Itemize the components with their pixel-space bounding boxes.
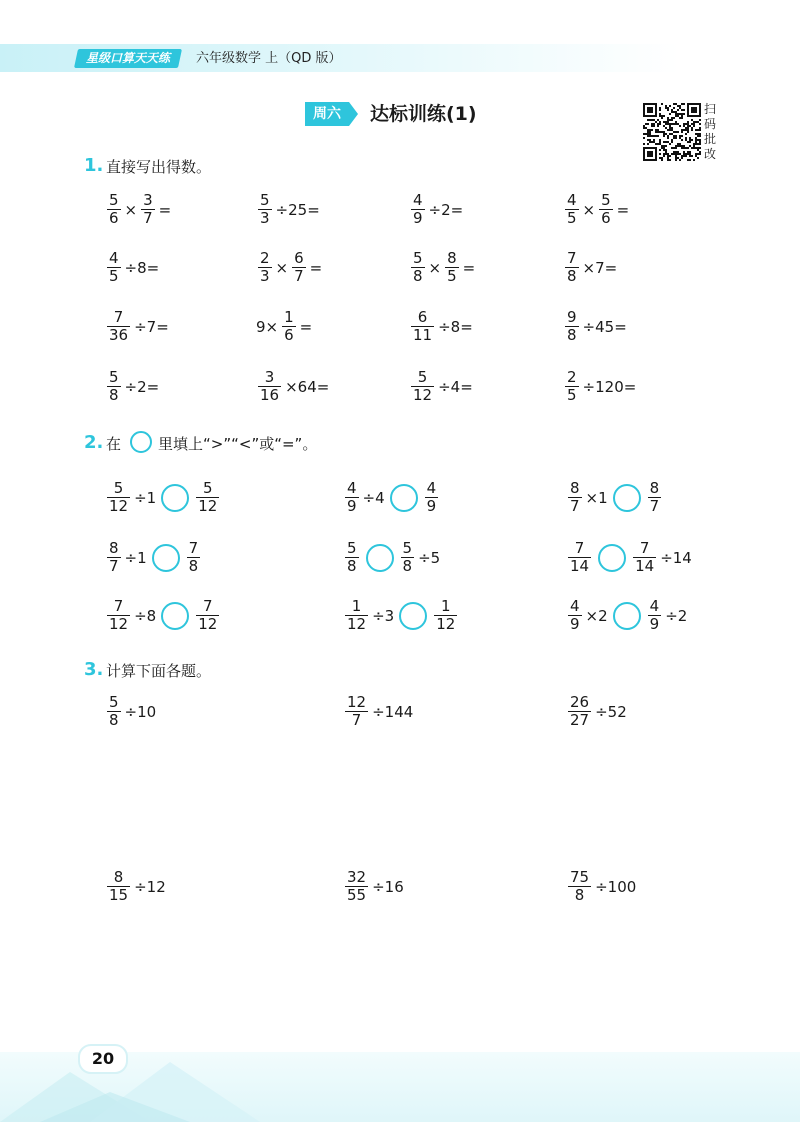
answer-circle[interactable] xyxy=(366,544,394,572)
math-problem xyxy=(342,480,441,515)
operator-text: ÷8= xyxy=(124,258,160,277)
fraction xyxy=(292,250,306,285)
math-problem xyxy=(104,694,157,729)
fraction xyxy=(107,192,121,227)
fraction-numerator: 7 xyxy=(574,539,585,557)
operator-text: ×1 xyxy=(585,488,608,507)
fraction-numerator: 12 xyxy=(347,693,367,711)
fraction xyxy=(633,540,656,575)
day-badge-arrow-icon xyxy=(349,102,358,126)
fraction-denominator: 7 xyxy=(570,497,580,515)
math-problem xyxy=(408,192,464,227)
operator-text: ÷144 xyxy=(372,702,414,721)
fraction-denominator: 8 xyxy=(109,386,119,404)
fraction xyxy=(187,540,201,575)
fraction-numerator: 7 xyxy=(567,249,577,267)
fraction-numerator: 4 xyxy=(426,479,437,497)
operator-text: = xyxy=(462,258,476,277)
fraction-denominator: 7 xyxy=(294,267,304,285)
fraction-numerator: 5 xyxy=(402,539,413,557)
math-problem xyxy=(104,540,203,575)
fraction-denominator: 7 xyxy=(109,557,119,575)
fraction-numerator: 5 xyxy=(413,249,423,267)
operator-text: ÷2= xyxy=(428,200,464,219)
operator-text: = xyxy=(616,200,630,219)
fraction xyxy=(565,369,579,404)
operator-text: ÷8= xyxy=(438,317,473,336)
fraction-numerator: 5 xyxy=(109,191,119,209)
fraction-denominator: 5 xyxy=(567,386,577,404)
fraction-denominator: 8 xyxy=(413,267,423,285)
fraction-denominator: 8 xyxy=(567,326,577,344)
fraction-numerator: 7 xyxy=(113,308,124,326)
fraction-denominator: 14 xyxy=(570,557,590,575)
math-problem xyxy=(255,250,323,285)
answer-circle[interactable] xyxy=(613,484,641,512)
operator-text: ÷7= xyxy=(134,317,169,336)
math-problem xyxy=(408,369,474,404)
fraction xyxy=(445,250,459,285)
fraction-numerator: 7 xyxy=(113,597,124,615)
fraction-numerator: 6 xyxy=(417,308,428,326)
operator-text: ÷14 xyxy=(660,548,692,567)
qr-label-char: 批 xyxy=(704,132,717,146)
operator-text: ÷45= xyxy=(582,317,627,336)
fraction-numerator: 8 xyxy=(570,479,580,497)
hint-circle-icon xyxy=(130,431,152,453)
fraction-numerator: 2 xyxy=(260,249,270,267)
operator-text: ÷100 xyxy=(595,877,637,896)
fraction-numerator: 2 xyxy=(567,368,577,386)
qr-label xyxy=(704,102,718,162)
fraction-denominator: 8 xyxy=(574,886,585,904)
fraction-denominator: 9 xyxy=(570,615,580,633)
qr-label-char: 扫 xyxy=(704,102,717,116)
math-problem xyxy=(255,369,330,404)
fraction-denominator: 8 xyxy=(347,557,357,575)
fraction xyxy=(648,598,662,633)
operator-text: ÷12 xyxy=(134,877,166,896)
fraction xyxy=(141,192,155,227)
fraction xyxy=(107,540,121,575)
fraction xyxy=(258,192,272,227)
fraction-numerator: 8 xyxy=(649,479,660,497)
qr-label-char: 码 xyxy=(704,117,717,131)
page-title: 达标训练(1) xyxy=(370,103,477,125)
fraction xyxy=(107,480,130,515)
fraction xyxy=(196,480,219,515)
math-problem xyxy=(104,598,222,633)
fraction-denominator: 7 xyxy=(143,209,153,227)
fraction-denominator: 5 xyxy=(567,209,577,227)
operator-text: ÷4 xyxy=(362,488,385,507)
fraction xyxy=(196,598,219,633)
fraction-denominator: 12 xyxy=(109,615,129,633)
fraction xyxy=(107,694,121,729)
math-problem xyxy=(342,598,460,633)
operator-text: × xyxy=(275,258,289,277)
fraction-numerator: 1 xyxy=(440,597,451,615)
math-problem xyxy=(562,250,618,285)
answer-circle[interactable] xyxy=(152,544,180,572)
fraction xyxy=(568,694,591,729)
fraction-numerator: 1 xyxy=(284,308,294,326)
fraction xyxy=(648,480,662,515)
fraction-denominator: 7 xyxy=(351,711,362,729)
math-problem xyxy=(104,250,160,285)
operator-text: = xyxy=(309,258,323,277)
operator-text: ×64= xyxy=(285,377,330,396)
fraction-denominator: 6 xyxy=(109,209,119,227)
fraction-denominator: 14 xyxy=(635,557,655,575)
operator-text: ÷1 xyxy=(124,548,147,567)
fraction xyxy=(425,480,439,515)
fraction xyxy=(565,192,579,227)
operator-text: 9× xyxy=(256,317,279,336)
answer-circle[interactable] xyxy=(390,484,418,512)
fraction-numerator: 75 xyxy=(570,868,590,886)
fraction-numerator: 5 xyxy=(113,479,124,497)
fraction-numerator: 8 xyxy=(447,249,457,267)
day-badge: 周六 xyxy=(305,102,349,126)
operator-text: ÷16 xyxy=(372,877,404,896)
answer-circle[interactable] xyxy=(598,544,626,572)
math-problem xyxy=(342,869,405,904)
fraction xyxy=(345,694,368,729)
section-3-number: 3. xyxy=(84,659,104,680)
fraction-numerator: 6 xyxy=(294,249,304,267)
fraction-numerator: 3 xyxy=(264,368,275,386)
math-problem xyxy=(104,480,222,515)
fraction xyxy=(345,598,368,633)
fraction-denominator: 11 xyxy=(413,326,433,344)
fraction-denominator: 36 xyxy=(109,326,129,344)
operator-text: ×2 xyxy=(585,606,608,625)
fraction xyxy=(401,540,415,575)
fraction xyxy=(411,192,425,227)
section-1-number: 1. xyxy=(84,155,104,176)
fraction xyxy=(411,369,434,404)
operator-text: ÷120= xyxy=(582,377,637,396)
math-problem xyxy=(408,309,474,344)
book-title: 六年级数学 上（QD 版） xyxy=(196,51,342,66)
math-problem xyxy=(562,192,630,227)
fraction xyxy=(565,309,579,344)
section-2-number: 2. xyxy=(84,432,104,453)
math-problem xyxy=(342,540,441,575)
math-problem xyxy=(408,250,476,285)
fraction-denominator: 55 xyxy=(347,886,367,904)
fraction xyxy=(345,480,359,515)
math-problem xyxy=(255,309,313,344)
fraction-numerator: 4 xyxy=(567,191,577,209)
answer-circle[interactable] xyxy=(613,602,641,630)
operator-text: ÷3 xyxy=(372,606,395,625)
math-problem xyxy=(104,869,167,904)
answer-circle[interactable] xyxy=(161,602,189,630)
fraction-denominator: 8 xyxy=(402,557,413,575)
operator-text: × xyxy=(582,200,596,219)
fraction xyxy=(107,250,121,285)
math-problem xyxy=(562,369,637,404)
fraction xyxy=(568,540,591,575)
fraction-numerator: 4 xyxy=(109,249,119,267)
fraction-numerator: 1 xyxy=(351,597,362,615)
fraction-denominator: 12 xyxy=(413,386,433,404)
operator-text: ÷10 xyxy=(124,702,157,721)
fraction-denominator: 15 xyxy=(109,886,129,904)
fraction-denominator: 8 xyxy=(567,267,577,285)
fraction-denominator: 12 xyxy=(436,615,456,633)
fraction-denominator: 3 xyxy=(260,209,270,227)
series-tag xyxy=(74,49,182,68)
fraction-numerator: 4 xyxy=(570,597,580,615)
fraction-numerator: 5 xyxy=(109,693,119,711)
fraction xyxy=(282,309,296,344)
fraction xyxy=(107,869,130,904)
fraction-denominator: 9 xyxy=(649,615,660,633)
fraction-denominator: 12 xyxy=(198,615,218,633)
fraction-denominator: 9 xyxy=(347,497,357,515)
fraction-denominator: 8 xyxy=(109,711,119,729)
math-problem xyxy=(255,192,321,227)
fraction-numerator: 4 xyxy=(649,597,660,615)
math-problem xyxy=(342,694,414,729)
math-problem xyxy=(565,480,664,515)
section-2-instruction-before: 在 xyxy=(106,435,122,453)
fraction xyxy=(565,250,579,285)
section-2-instruction-after: 里填上“>”“<”或“=”。 xyxy=(158,435,318,453)
section-1-instruction: 直接写出得数。 xyxy=(106,158,212,176)
operator-text: ×7= xyxy=(582,258,618,277)
operator-text: ÷52 xyxy=(595,702,627,721)
math-problem xyxy=(104,309,170,344)
math-problem xyxy=(565,598,688,633)
fraction xyxy=(434,598,457,633)
math-problem xyxy=(104,192,172,227)
operator-text: ÷5 xyxy=(418,548,441,567)
fraction xyxy=(568,480,582,515)
operator-text: ÷2 xyxy=(665,606,688,625)
fraction-numerator: 7 xyxy=(639,539,650,557)
fraction-numerator: 32 xyxy=(347,868,367,886)
operator-text: = xyxy=(158,200,172,219)
fraction-numerator: 9 xyxy=(567,308,577,326)
fraction-numerator: 3 xyxy=(143,191,153,209)
answer-circle[interactable] xyxy=(161,484,189,512)
operator-text: ÷25= xyxy=(275,200,320,219)
fraction-denominator: 5 xyxy=(109,267,119,285)
fraction-numerator: 5 xyxy=(202,479,213,497)
fraction xyxy=(345,869,368,904)
fraction xyxy=(599,192,613,227)
fraction xyxy=(568,598,582,633)
fraction-denominator: 9 xyxy=(413,209,423,227)
fraction-numerator: 8 xyxy=(113,868,124,886)
answer-circle[interactable] xyxy=(399,602,427,630)
series-name: 星级口算天天练 xyxy=(86,51,171,65)
qr-code-icon[interactable] xyxy=(643,103,701,161)
fraction xyxy=(107,309,130,344)
fraction-denominator: 3 xyxy=(260,267,270,285)
fraction xyxy=(411,309,434,344)
fraction-denominator: 9 xyxy=(426,497,437,515)
fraction xyxy=(411,250,425,285)
operator-text: × xyxy=(428,258,442,277)
math-problem xyxy=(565,869,637,904)
fraction-numerator: 5 xyxy=(417,368,428,386)
fraction-denominator: 12 xyxy=(198,497,218,515)
operator-text: ÷4= xyxy=(438,377,473,396)
math-problem xyxy=(104,369,160,404)
math-problem xyxy=(565,540,693,575)
fraction-numerator: 7 xyxy=(188,539,199,557)
fraction-denominator: 8 xyxy=(188,557,199,575)
fraction xyxy=(258,250,272,285)
fraction-denominator: 5 xyxy=(447,267,457,285)
operator-text: = xyxy=(299,317,313,336)
fraction-numerator: 26 xyxy=(570,693,590,711)
math-problem xyxy=(565,694,628,729)
operator-text: ÷2= xyxy=(124,377,160,396)
fraction-denominator: 6 xyxy=(284,326,294,344)
fraction-numerator: 5 xyxy=(260,191,270,209)
fraction-denominator: 12 xyxy=(347,615,367,633)
fraction-denominator: 27 xyxy=(570,711,590,729)
fraction-numerator: 4 xyxy=(413,191,423,209)
fraction-numerator: 7 xyxy=(202,597,213,615)
fraction-numerator: 4 xyxy=(347,479,357,497)
operator-text: ÷8 xyxy=(134,606,157,625)
fraction-numerator: 5 xyxy=(601,191,611,209)
fraction xyxy=(258,369,281,404)
qr-label-char: 改 xyxy=(704,147,717,161)
section-3-instruction: 计算下面各题。 xyxy=(106,662,212,680)
operator-text: ÷1 xyxy=(134,488,157,507)
fraction-denominator: 12 xyxy=(109,497,129,515)
operator-text: × xyxy=(124,200,138,219)
fraction-denominator: 6 xyxy=(601,209,611,227)
fraction-denominator: 7 xyxy=(649,497,660,515)
page-number: 20 xyxy=(78,1044,128,1074)
fraction xyxy=(107,369,121,404)
math-problem xyxy=(562,309,628,344)
fraction xyxy=(107,598,130,633)
fraction-numerator: 8 xyxy=(109,539,119,557)
fraction-numerator: 5 xyxy=(347,539,357,557)
fraction xyxy=(345,540,359,575)
fraction-denominator: 16 xyxy=(260,386,280,404)
fraction-numerator: 5 xyxy=(109,368,119,386)
fraction xyxy=(568,869,591,904)
